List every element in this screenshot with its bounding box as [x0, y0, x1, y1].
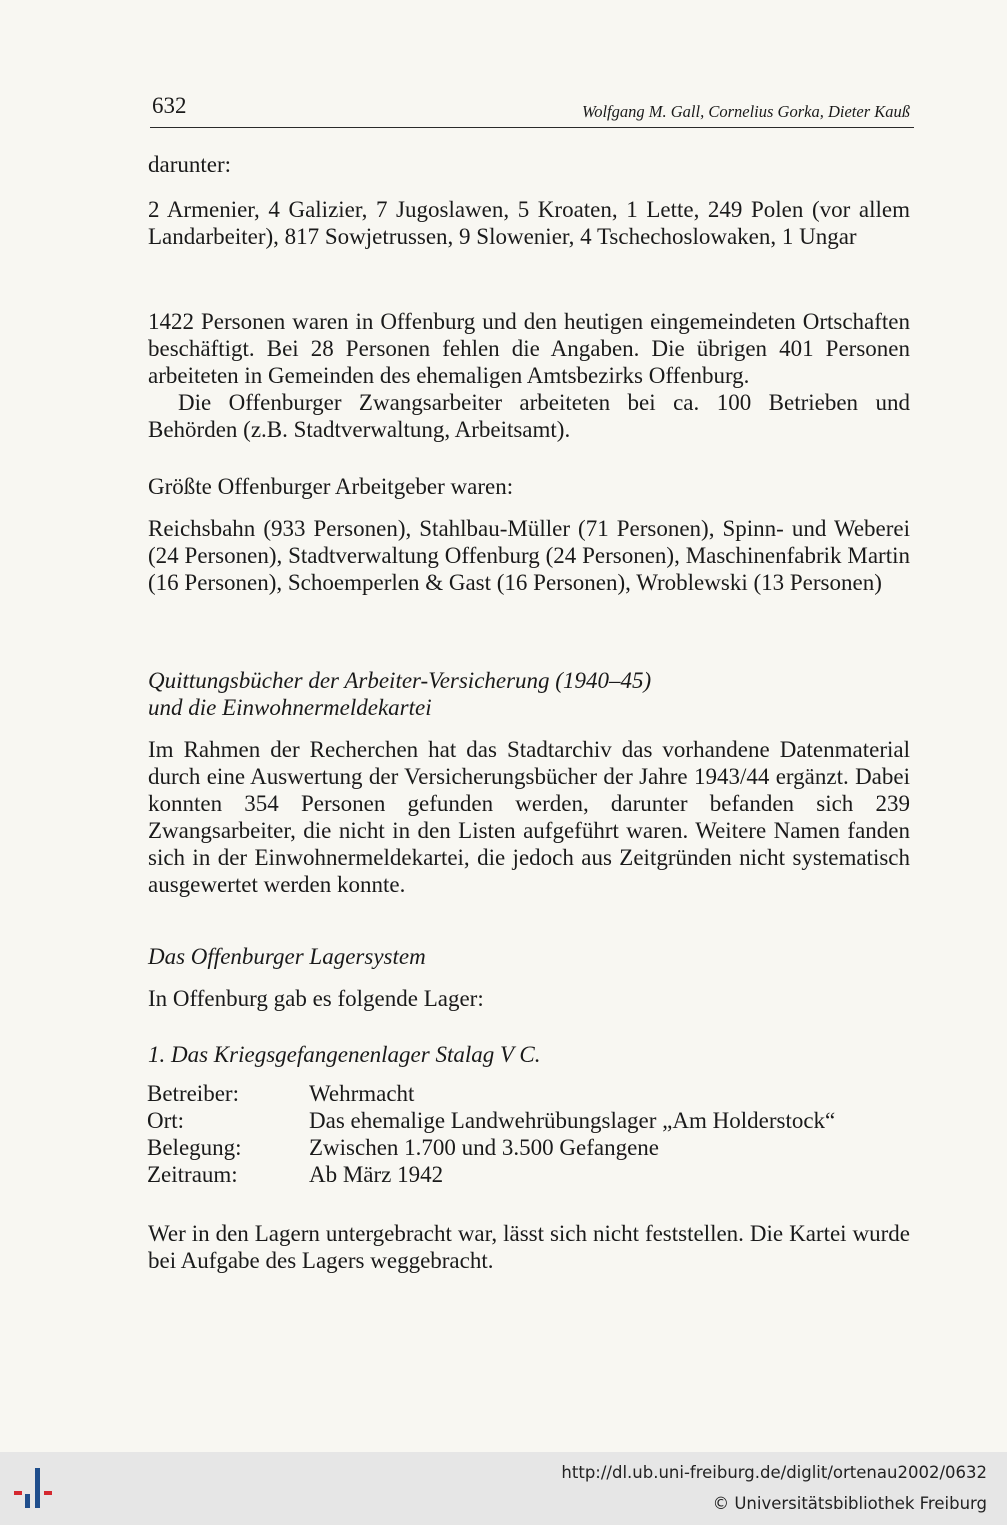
ub-freiburg-logo-icon[interactable]: [14, 1464, 64, 1514]
detail-value: Wehrmacht: [309, 1081, 415, 1106]
heading-line: Quittungsbücher der Arbeiter-Versicherung (1940–45): [148, 668, 652, 693]
body-text-1: [148, 151, 910, 178]
body-text-4: [148, 473, 910, 500]
section-heading-3: [148, 1041, 910, 1068]
body-text-2: [148, 196, 910, 250]
paragraph: Größte Offenburger Arbeitgeber waren:: [148, 474, 514, 499]
detail-label: Zeitraum:: [147, 1162, 238, 1187]
detail-label: Ort:: [147, 1108, 185, 1133]
copyright-notice: © Universitätsbibliothek Freiburg: [712, 1494, 987, 1513]
paragraph: darunter:: [148, 152, 232, 177]
detail-value: Das ehemalige Landwehrübungslager „Am Holderstock“: [309, 1108, 836, 1133]
paragraph: Wer in den Lagern untergebracht war, lässt sich nicht feststellen. Die Kartei wurde bei Aufgabe des Lagers weggebracht.: [148, 1221, 910, 1273]
detail-value: Ab März 1942: [309, 1162, 444, 1187]
viewer-footer: [0, 1452, 1007, 1525]
document-url-link[interactable]: http://dl.ub.uni-freiburg.de/diglit/ortenau2002/0632: [561, 1463, 987, 1482]
page-number: 632: [152, 93, 187, 118]
paragraph: Im Rahmen der Recherchen hat das Stadtarchiv das vorhandene Datenmaterial durch eine Auswertung der Versicherungsbücher der Jahre 1943/44 ergänzt. Dabei konnten 354 Personen gefunden werden, darunter befanden sich 239 Zwangsarbeiter, die nicht in den Listen aufgeführt waren. Weitere Namen fanden sich in der Einwohnermeldekartei, die jedoch aus Zeitgründen nicht systematisch ausgewertet werden konnte.: [148, 737, 910, 897]
employers-paragraph: Reichsbahn (933 Personen), Stahlbau-Müller (71 Personen), Spinn- und Weberei (24 Personen), Stadtverwaltung Offenburg (24 Personen), Maschinenfabrik Martin (16 Personen), Schoemperlen & Gast (16 Personen), Wroblewski (13 Personen): [148, 516, 910, 595]
detail-value: Zwischen 1.700 und 3.500 Gefangene: [309, 1135, 660, 1160]
paragraph: 2 Armenier, 4 Galizier, 7 Jugoslawen, 5 Kroaten, 1 Lette, 249 Polen (vor allem Landarbeiter), 817 Sowjetrussen, 9 Slowenier, 4 Tschechoslowaken, 1 Ungar: [148, 197, 910, 249]
body-text-6: [148, 736, 910, 898]
body-text-5: [148, 515, 910, 596]
paragraph: Die Offenburger Zwangsarbeiter arbeiteten bei ca. 100 Betrieben und Behörden (z.B. Stadtverwaltung, Arbeitsamt).: [148, 390, 910, 442]
section-heading-1: [148, 667, 910, 721]
heading-line: 1. Das Kriegsgefangenenlager Stalag V C.: [148, 1042, 541, 1067]
paragraph: 1422 Personen waren in Offenburg und den heutigen eingemeindeten Ortschaften beschäftigt. Bei 28 Personen fehlen die Angaben. Die übrigen 401 Personen arbeiteten in Gemeinden des ehemaligen Amtsbezirks Offenburg.: [148, 309, 910, 388]
body-text-7: [148, 985, 910, 1012]
page-header: [150, 93, 914, 128]
section-heading-2: [148, 943, 910, 970]
body-text-3: [148, 308, 910, 443]
paragraph: In Offenburg gab es folgende Lager:: [148, 986, 484, 1011]
heading-line: Das Offenburger Lagersystem: [148, 944, 426, 969]
detail-label: Betreiber:: [147, 1081, 239, 1106]
detail-label: Belegung:: [147, 1135, 242, 1160]
running-head-authors: Wolfgang M. Gall, Cornelius Gorka, Dieter Kauß: [581, 102, 910, 121]
heading-line: und die Einwohnermeldekartei: [148, 695, 432, 720]
body-text-8: [148, 1220, 910, 1274]
